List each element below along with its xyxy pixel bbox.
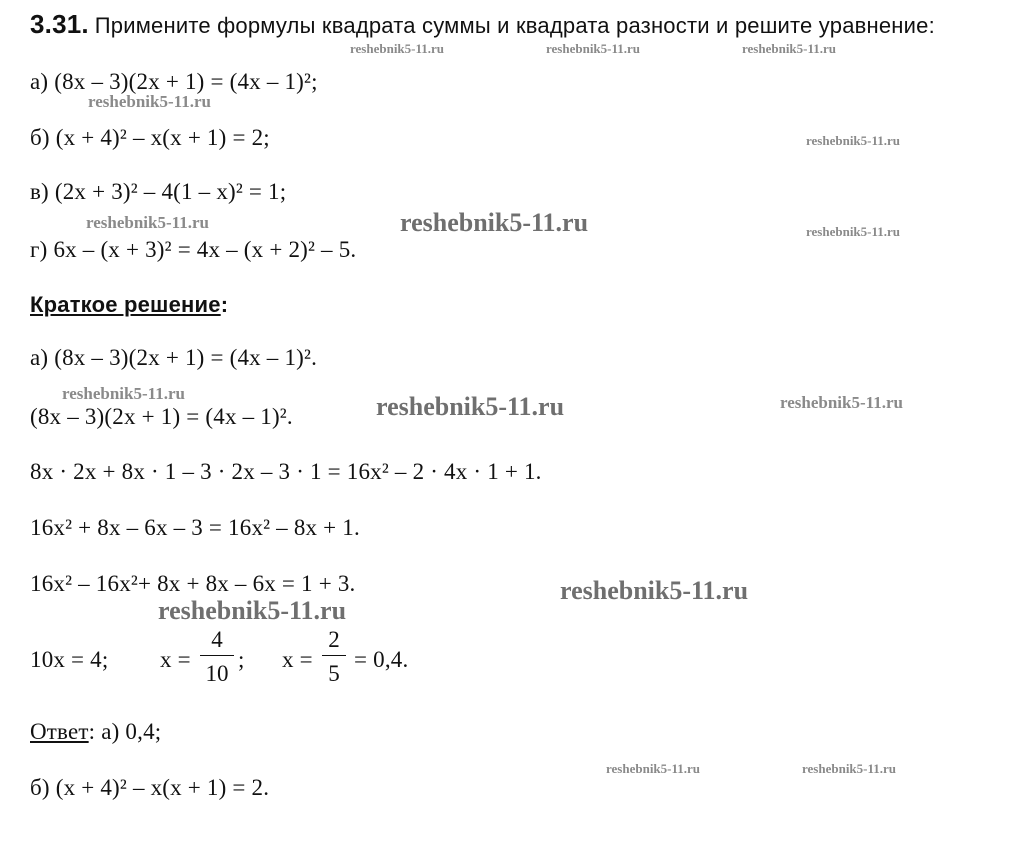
watermark: reshebnik5-11.ru <box>88 92 211 111</box>
watermark: reshebnik5-11.ru <box>742 41 837 56</box>
watermark: reshebnik5-11.ru <box>400 208 589 237</box>
item-equation: (2x + 3)² – 4(1 – x)² = 1; <box>54 179 287 204</box>
final-step-sep1: ; <box>238 647 245 672</box>
item-equation: 6x – (x + 3)² = 4x – (x + 2)² – 5. <box>53 237 357 262</box>
fraction-numerator: 2 <box>328 627 340 652</box>
watermark: reshebnik5-11.ru <box>158 596 347 625</box>
problem-item-b <box>30 126 270 149</box>
answer-value: : а) 0,4; <box>88 719 162 744</box>
solution-part-b-label: б) (x + 4)² – x(x + 1) = 2. <box>30 775 270 800</box>
problem-item-a <box>30 70 318 93</box>
fraction-bar <box>200 655 234 656</box>
watermark: reshebnik5-11.ru <box>560 576 749 605</box>
watermark: reshebnik5-11.ru <box>802 761 897 776</box>
watermark: reshebnik5-11.ru <box>806 133 901 148</box>
final-step-result: = 0,4. <box>354 647 409 672</box>
solution-step-4: 16x² – 16x²+ 8x + 8x – 6x = 1 + 3. <box>30 571 356 596</box>
solution-heading-colon: : <box>220 292 229 317</box>
item-equation: (x + 4)² – x(x + 1) = 2; <box>55 125 270 150</box>
watermark: reshebnik5-11.ru <box>376 392 565 421</box>
problem-item-v <box>30 180 286 203</box>
solution-step-1: (8x – 3)(2x + 1) = (4x – 1)². <box>30 404 293 429</box>
problem-statement: Примените формулы квадрата суммы и квадрата разности и решите уравнение: <box>94 13 935 38</box>
watermark: reshebnik5-11.ru <box>86 213 209 232</box>
fraction-bar <box>322 655 346 656</box>
fraction-4-10 <box>200 628 234 685</box>
final-step-x-eq-2: x = <box>282 647 313 672</box>
watermark: reshebnik5-11.ru <box>806 224 901 239</box>
watermark: reshebnik5-11.ru <box>546 41 641 56</box>
solution-part-a-label: а) (8x – 3)(2x + 1) = (4x – 1)². <box>30 345 318 370</box>
item-label: б) <box>30 125 50 150</box>
solution-heading-text: Краткое решение <box>30 292 221 317</box>
watermark: reshebnik5-11.ru <box>62 384 185 403</box>
answer-label: Ответ <box>30 719 89 744</box>
item-label: г) <box>30 237 48 262</box>
fraction-numerator: 4 <box>211 627 223 652</box>
watermark: reshebnik5-11.ru <box>780 393 903 412</box>
watermark: reshebnik5-11.ru <box>350 41 445 56</box>
problem-item-g <box>30 238 356 261</box>
answer-line <box>30 720 161 743</box>
solution-heading <box>30 294 228 316</box>
final-step-x-eq-1: x = <box>160 647 191 672</box>
problem-header <box>30 11 935 37</box>
item-label: в) <box>30 179 49 204</box>
fraction-2-5 <box>322 628 346 685</box>
fraction-denominator: 10 <box>205 661 229 686</box>
item-label: а) <box>30 69 49 94</box>
fraction-denominator: 5 <box>328 661 340 686</box>
final-step-eq1: 10x = 4; <box>30 647 109 672</box>
item-equation: (8x – 3)(2x + 1) = (4x – 1)²; <box>54 69 318 94</box>
solution-step-3: 16x² + 8x – 6x – 3 = 16x² – 8x + 1. <box>30 515 360 540</box>
watermark: reshebnik5-11.ru <box>606 761 701 776</box>
solution-step-2: 8x · 2x + 8x · 1 – 3 · 2x – 3 · 1 = 16x² – 2 · 4x · 1 + 1. <box>30 459 542 484</box>
problem-number: 3.31. <box>30 9 89 39</box>
